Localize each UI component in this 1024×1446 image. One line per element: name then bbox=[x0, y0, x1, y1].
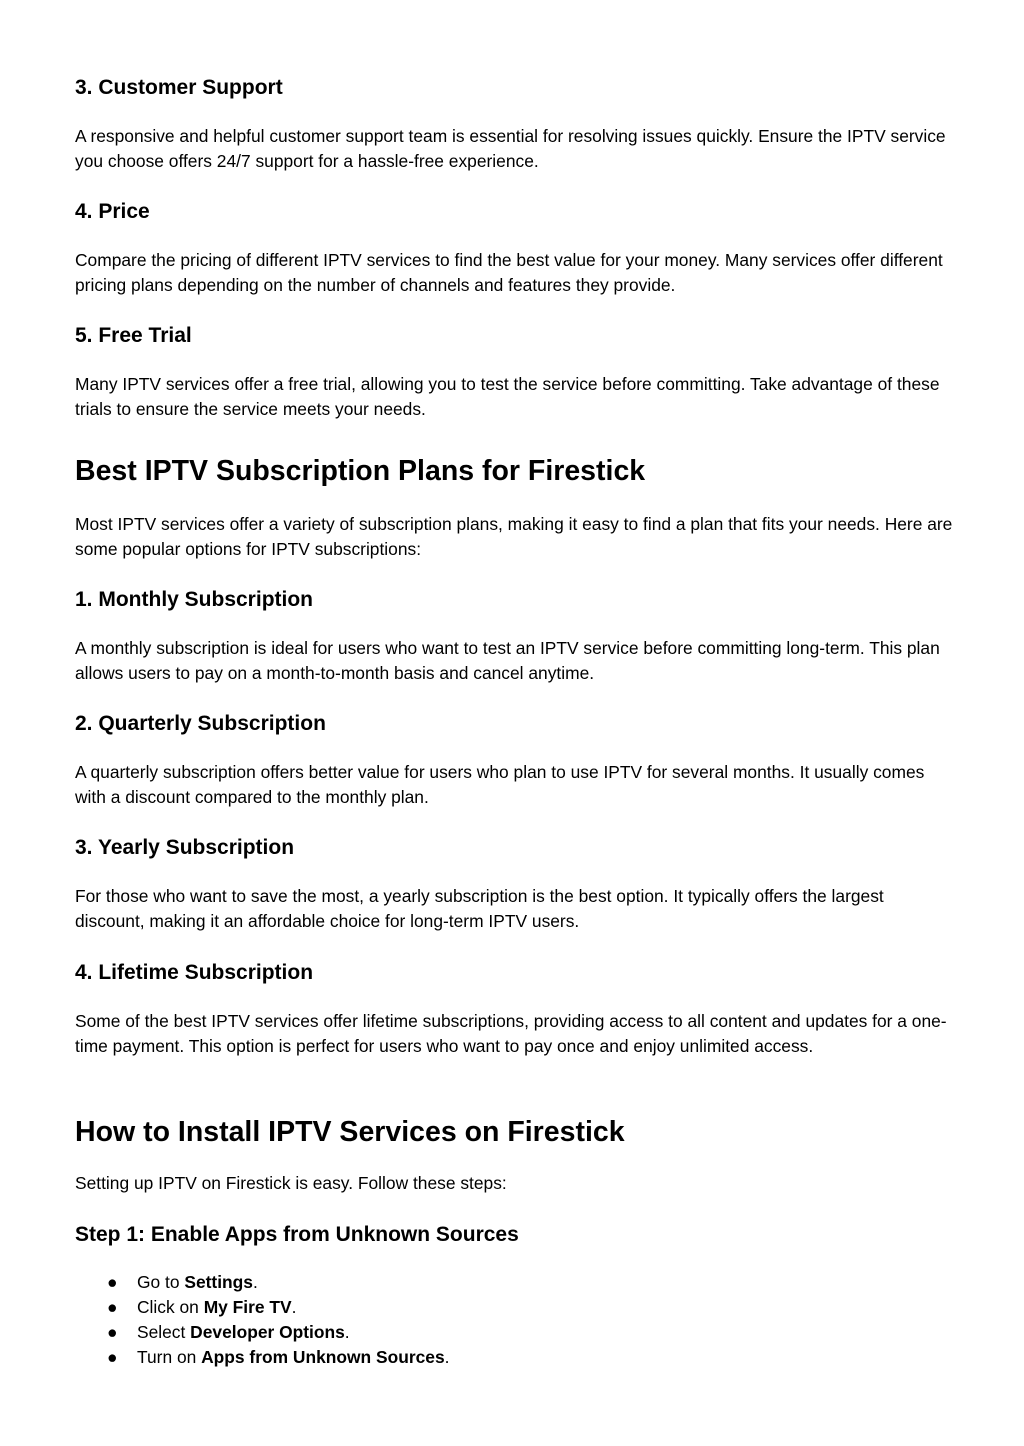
plan-paragraph-lifetime: Some of the best IPTV services offer lifetime subscriptions, providing access to all content and updates for a one-time payment. This option is perfect for users who want to pay once and enjoy unlimited access. bbox=[75, 1011, 947, 1056]
section-paragraph-free-trial: Many IPTV services offer a free trial, allowing you to test the service before committing. Take advantage of these trials to ensure the service meets your needs. bbox=[75, 374, 940, 419]
bullet-icon: ● bbox=[107, 1347, 118, 1367]
section-paragraph-price: Compare the pricing of different IPTV services to find the best value for your money. Many services offer different pricing plans depending on the number of channels and features they provide. bbox=[75, 250, 943, 295]
step1-list bbox=[75, 1270, 449, 1370]
plan-heading-quarterly: 2. Quarterly Subscription bbox=[75, 712, 326, 735]
section-paragraph-customer-support: A responsive and helpful customer support team is essential for resolving issues quickly. Ensure the IPTV service you choose offers 24/7 support for a hassle-free experience. bbox=[75, 126, 946, 171]
list-item-prefix: Click on bbox=[137, 1297, 204, 1317]
list-item-bold: Developer Options bbox=[190, 1322, 345, 1342]
list-item bbox=[75, 1295, 449, 1320]
list-item-bold: Settings bbox=[184, 1272, 253, 1292]
list-item-prefix: Select bbox=[137, 1322, 191, 1342]
plan-paragraph-monthly: A monthly subscription is ideal for users who want to test an IPTV service before committing long-term. This plan allows users to pay on a month-to-month basis and cancel anytime. bbox=[75, 638, 940, 683]
section-heading-price: 4. Price bbox=[75, 200, 150, 223]
list-item-suffix: . bbox=[344, 1322, 350, 1342]
list-item bbox=[75, 1345, 449, 1370]
list-item-suffix: . bbox=[291, 1297, 297, 1317]
list-item bbox=[75, 1270, 449, 1295]
plan-heading-lifetime: 4. Lifetime Subscription bbox=[75, 961, 314, 984]
install-heading: How to Install IPTV Services on Firestick bbox=[75, 1116, 625, 1148]
install-intro: Setting up IPTV on Firestick is easy. Follow these steps: bbox=[75, 1173, 507, 1193]
plan-heading-yearly: 3. Yearly Subscription bbox=[75, 836, 295, 859]
list-item bbox=[75, 1320, 449, 1345]
list-item-prefix: Go to bbox=[137, 1272, 185, 1292]
section-heading-customer-support: 3. Customer Support bbox=[75, 76, 283, 99]
bullet-icon: ● bbox=[107, 1297, 118, 1317]
list-item-suffix: . bbox=[252, 1272, 258, 1292]
list-item-bold: My Fire TV bbox=[203, 1297, 292, 1317]
list-item-prefix: Turn on bbox=[137, 1347, 202, 1367]
list-item-bold: Apps from Unknown Sources bbox=[201, 1347, 445, 1367]
plans-intro: Most IPTV services offer a variety of subscription plans, making it easy to find a plan that fits your needs. Here are some popular options for IPTV subscriptions: bbox=[75, 514, 953, 559]
list-item-suffix: . bbox=[444, 1347, 450, 1367]
step1-heading: Step 1: Enable Apps from Unknown Sources bbox=[75, 1223, 519, 1246]
plan-paragraph-quarterly: A quarterly subscription offers better value for users who plan to use IPTV for several months. It usually comes with a discount compared to the monthly plan. bbox=[75, 762, 925, 807]
plan-paragraph-yearly: For those who want to save the most, a yearly subscription is the best option. It typically offers the largest discount, making it an affordable choice for long-term IPTV users. bbox=[75, 886, 884, 931]
plan-heading-monthly: 1. Monthly Subscription bbox=[75, 588, 314, 611]
section-heading-free-trial: 5. Free Trial bbox=[75, 324, 192, 347]
bullet-icon: ● bbox=[107, 1322, 118, 1342]
bullet-icon: ● bbox=[107, 1272, 118, 1292]
plans-heading: Best IPTV Subscription Plans for Firestick bbox=[75, 455, 646, 487]
